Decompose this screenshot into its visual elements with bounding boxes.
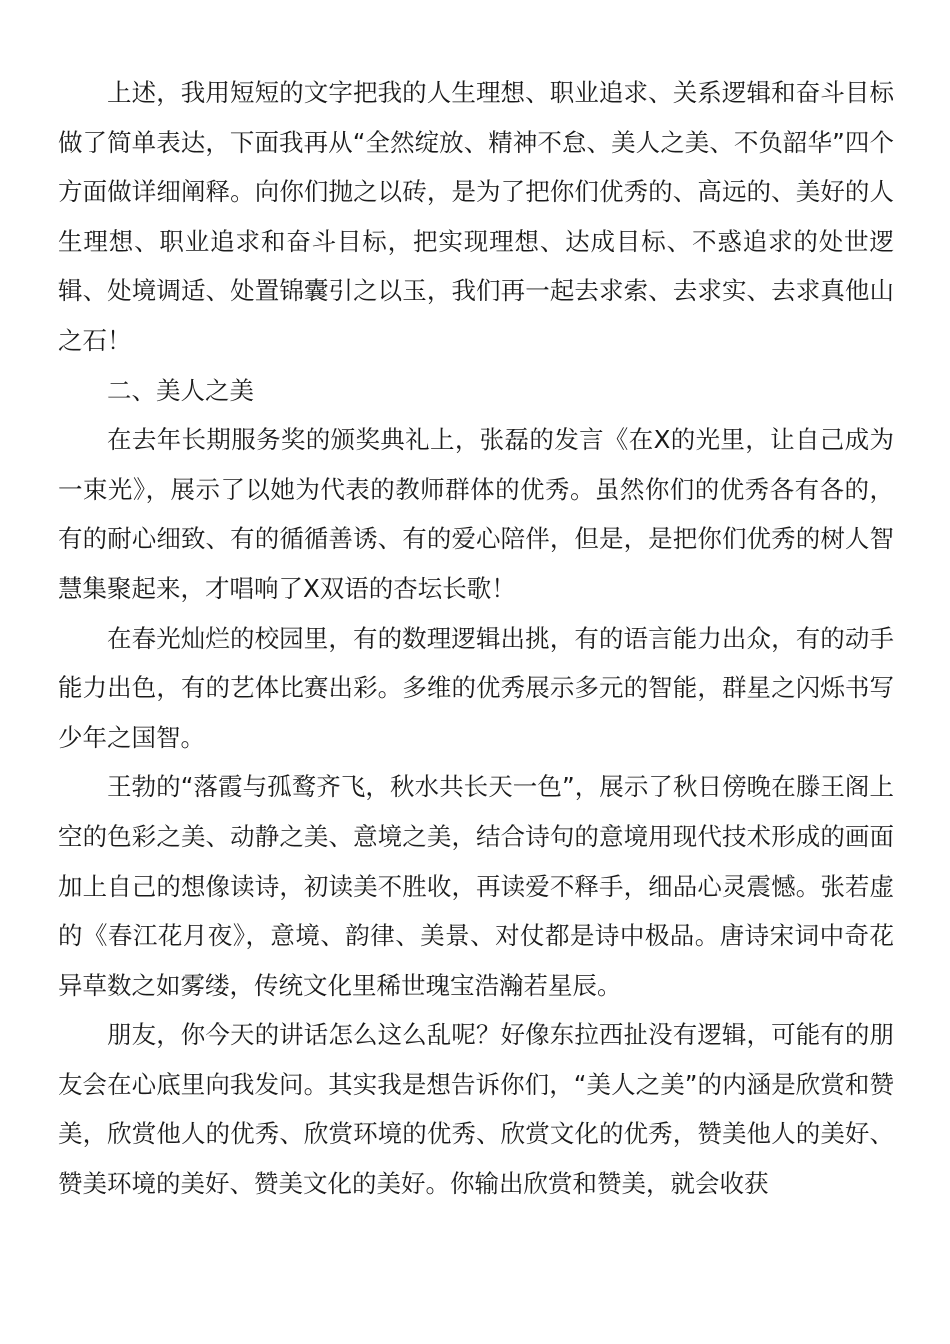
paragraph-campus: 在春光灿烂的校园里，有的数理逻辑出挑，有的语言能力出众，有的动手能力出色，有的艺体比赛出彩。多维的优秀展示多元的智能，群星之闪烁书写少年之国智。 bbox=[58, 623, 894, 752]
paragraph-intro: 上述，我用短短的文字把我的人生理想、职业追求、关系逻辑和奋斗目标做了简单表达，下面我再从“全然绽放、精神不怠、美人之美、不负韶华”四个方面做详细阐释。向你们抛之以砖，是为了把你们优秀的、高远的、美好的人生理想、职业追求和奋斗目标，把实现理想、达成目标、不惑追求的处世逻辑、处境调适、处置锦囊引之以玉，我们再一起去求索、去求实、去求真他山之石！ bbox=[58, 78, 894, 355]
document-body bbox=[58, 68, 894, 1209]
paragraph-poetry: 王勃的“落霞与孤鹜齐飞，秋水共长天一色”，展示了秋日傍晚在滕王阁上空的色彩之美、动静之美、意境之美，结合诗句的意境用现代技术形成的画面加上自己的想像读诗，初读美不胜收，再读爱不释手，细品心灵震憾。张若虚的《春江花月夜》，意境、韵律、美景、对仗都是诗中极品。唐诗宋词中奇花异草数之如雾缕，传统文化里稀世瑰宝浩瀚若星辰。 bbox=[58, 772, 894, 1000]
section-heading: 二、美人之美 bbox=[107, 375, 254, 405]
paragraph-appreciation: 朋友，你今天的讲话怎么这么乱呢？好像东拉西扯没有逻辑，可能有的朋友会在心底里向我发问。其实我是想告诉你们，“美人之美”的内涵是欣赏和赞美，欣赏他人的优秀、欣赏环境的优秀、欣赏文化的优秀，赞美他人的美好、赞美环境的美好、赞美文化的美好。你输出欣赏和赞美，就会收获 bbox=[58, 1020, 894, 1199]
paragraph-award-speech: 在去年长期服务奖的颁奖典礼上，张磊的发言《在X的光里，让自己成为一束光》，展示了以她为代表的教师群体的优秀。虽然你们的优秀各有各的，有的耐心细致、有的循循善诱、有的爱心陪伴，但是，是把你们优秀的树人智慧集聚起来，才唱响了X双语的杏坛长歌！ bbox=[58, 425, 894, 603]
